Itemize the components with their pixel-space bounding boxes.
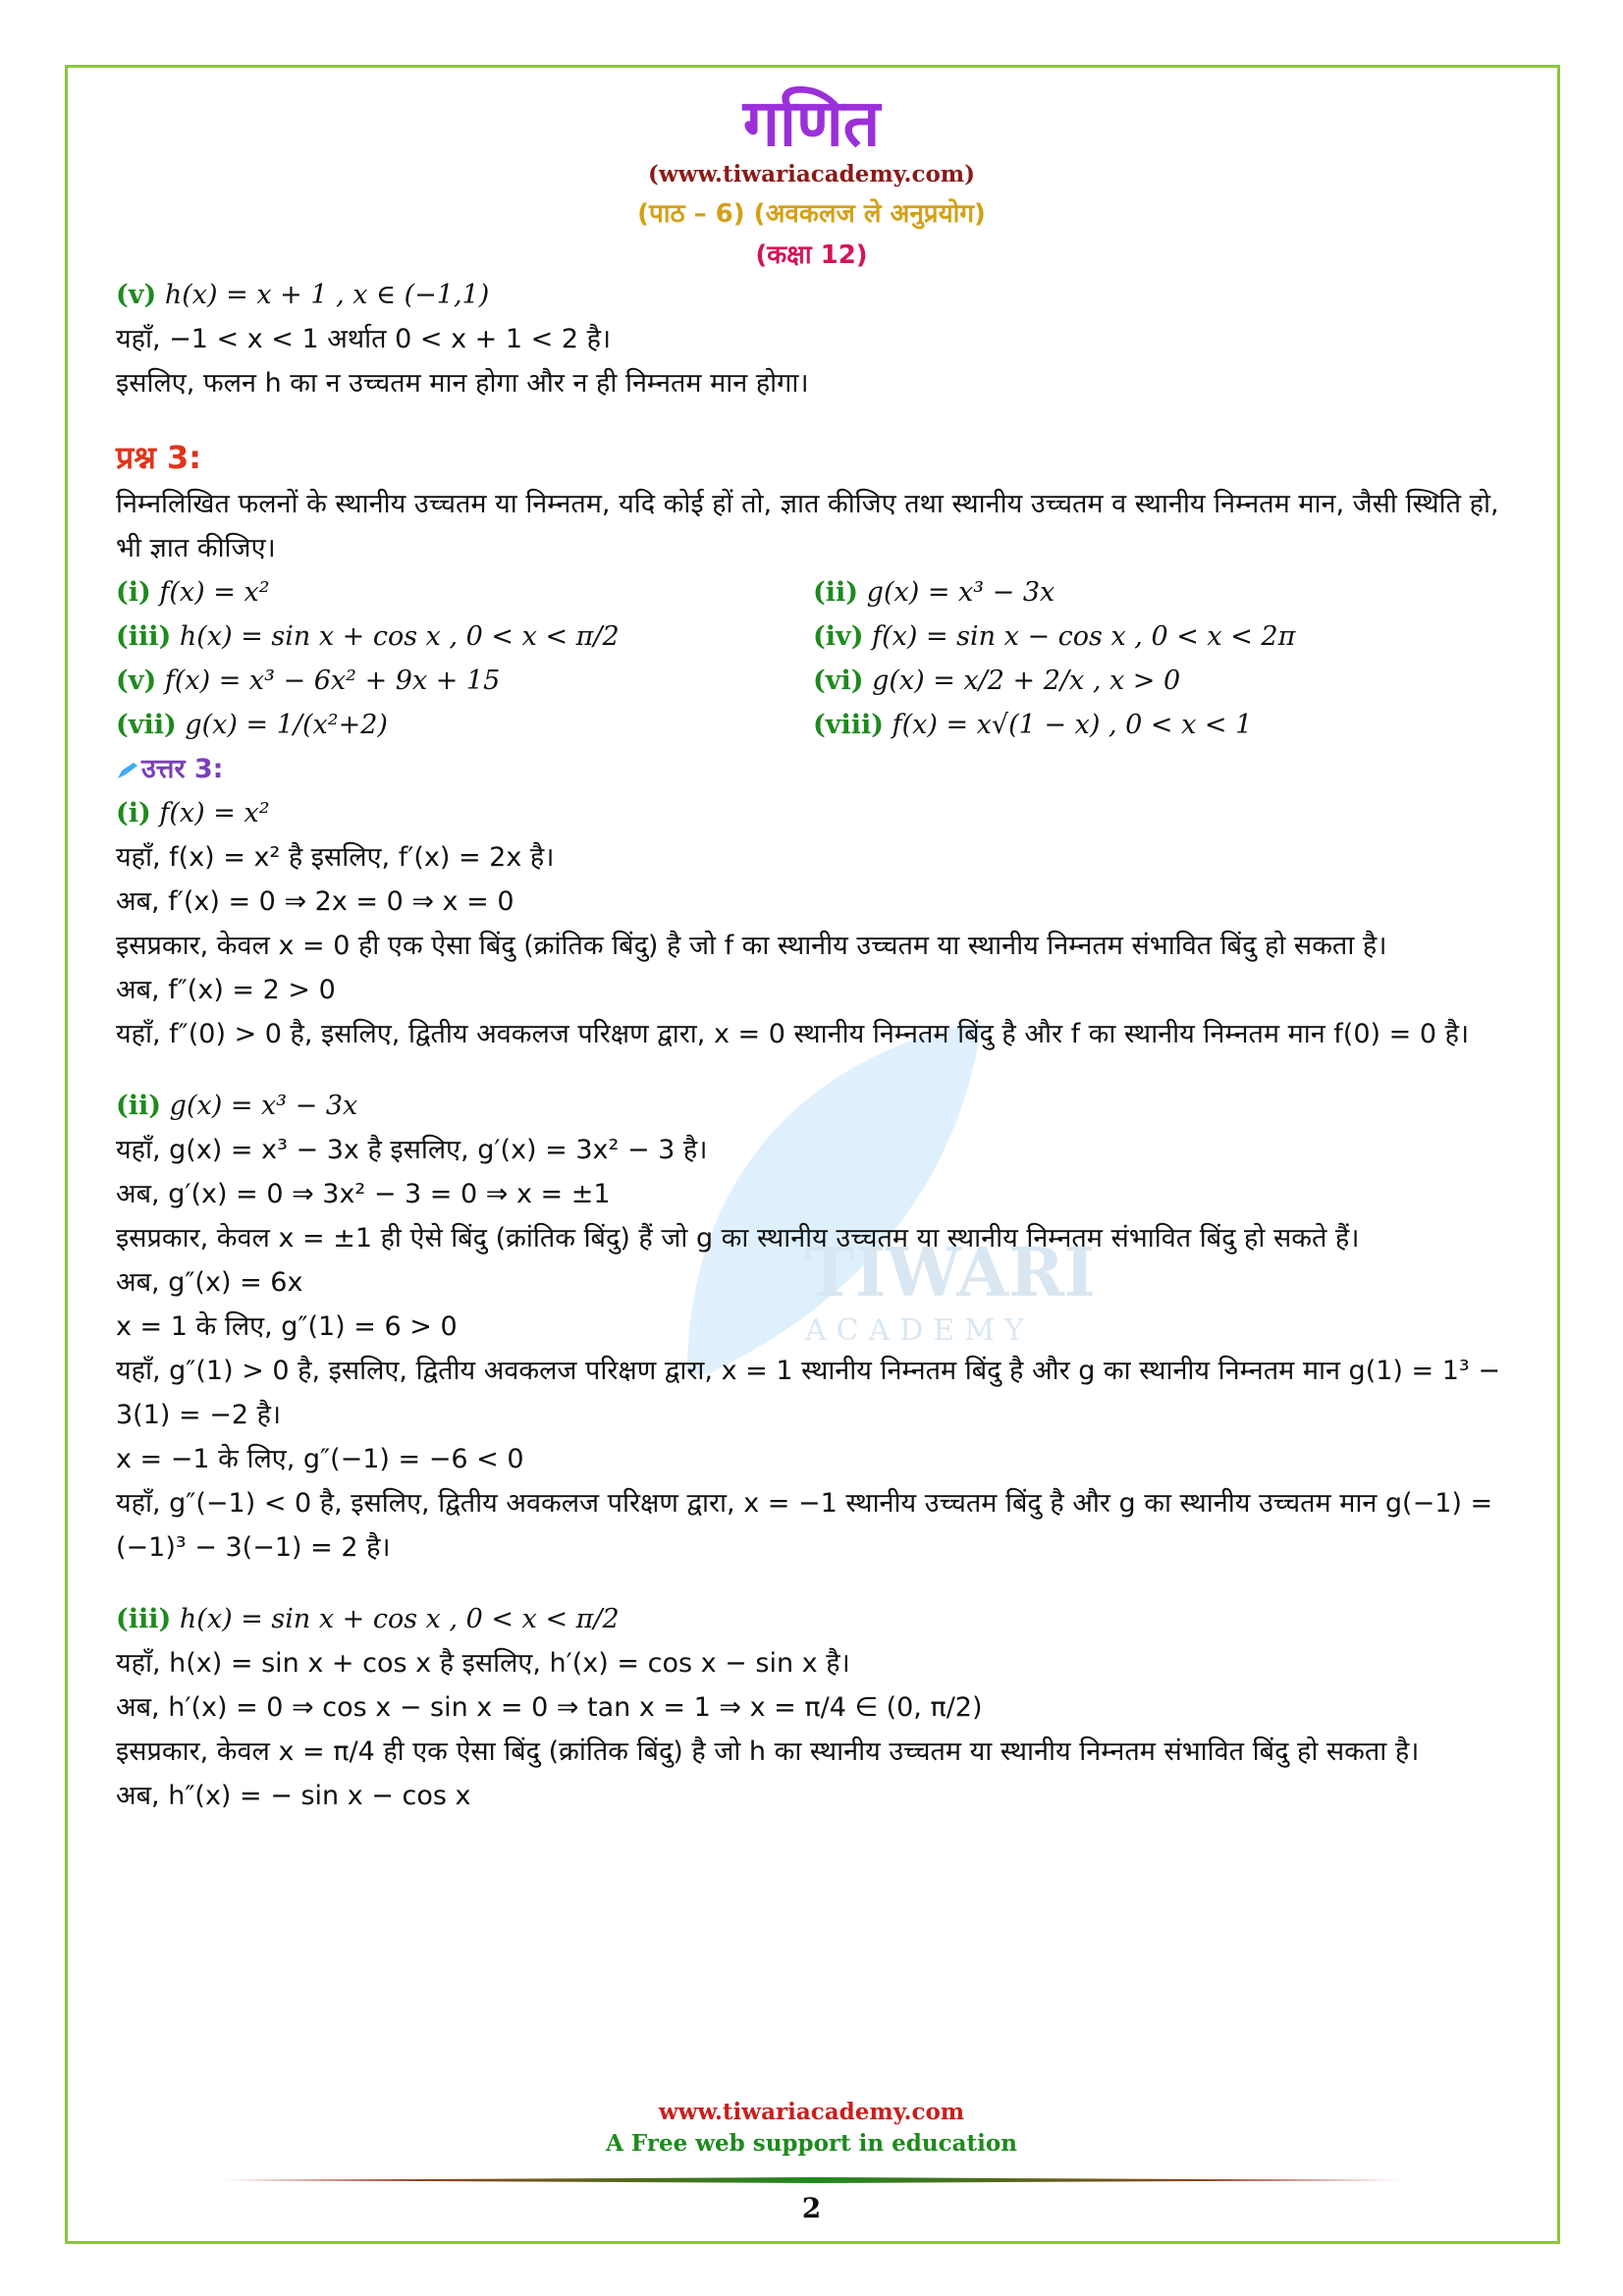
part-expression: h(x) = x + 1 , x ∈ (−1,1) bbox=[164, 280, 490, 310]
text-line: यहाँ, f(x) = x² है इसलिए, f′(x) = 2x है। bbox=[116, 842, 555, 873]
question-parts-row bbox=[116, 659, 1520, 703]
chapter-title: (पाठ – 6) (अवकलज ले अनुप्रयोग) bbox=[637, 199, 986, 229]
text-line: अब, h″(x) = − sin x − cos x bbox=[116, 1781, 471, 1811]
text-line: इसलिए, फलन h का न उच्चतम मान होगा और न ही निम्नतम मान होगा। bbox=[116, 368, 809, 399]
text-line: यहाँ, f″(0) > 0 है, इसलिए, द्वितीय अवकलज परिक्षण द्वारा, x = 0 स्थानीय निम्नतम बिंदु है और f का स्थानीय निम्नतम मान f(0) = 0 है। bbox=[116, 1019, 1470, 1049]
question-parts-row bbox=[116, 703, 1520, 747]
text-line: अब, g′(x) = 0 ⇒ 3x² − 3 = 0 ⇒ x = ±1 bbox=[116, 1179, 611, 1209]
text-line: इसप्रकार, केवल x = ±1 ही ऐसे बिंदु (क्रांतिक बिंदु) हैं जो g का स्थानीय उच्चतम या स्थानीय निम्नतम संभावित बिंदु हो सकते हैं। bbox=[116, 1223, 1360, 1254]
answer-heading: उत्तर 3: bbox=[116, 747, 1520, 791]
question-part: (i) f(x) = x² bbox=[116, 577, 270, 608]
text-line: अब, h′(x) = 0 ⇒ cos x − sin x = 0 ⇒ tan x = 1 ⇒ x = π/4 ∈ (0, π/2) bbox=[116, 1692, 983, 1723]
text-line: अब, g″(x) = 6x bbox=[116, 1267, 303, 1298]
question-part: (v) f(x) = x³ − 6x² + 9x + 15 bbox=[116, 666, 501, 696]
part-v-statement bbox=[116, 273, 1520, 317]
watermark-text: TIWARI bbox=[805, 1234, 1096, 1312]
question-parts-row bbox=[116, 570, 1520, 614]
footer-tagline: A Free web support in education bbox=[606, 2130, 1017, 2157]
header-site: (www.tiwariacademy.com) bbox=[647, 161, 976, 187]
question-part: (iii) h(x) = sin x + cos x , 0 < x < π/2 bbox=[116, 621, 620, 652]
watermark-subtext: ACADEMY bbox=[805, 1313, 1034, 1348]
text-line: x = −1 के लिए, g″(−1) = −6 < 0 bbox=[116, 1444, 524, 1474]
text-line: यहाँ, g″(−1) < 0 है, इसलिए, द्वितीय अवकलज परिक्षण द्वारा, x = −1 स्थानीय उच्चतम बिंदु है और g का स्थानीय उच्चतम मान g(−1) = (−1)³ − 3(−1) = 2 है। bbox=[116, 1488, 1493, 1563]
text-line: अब, f′(x) = 0 ⇒ 2x = 0 ⇒ x = 0 bbox=[116, 886, 514, 917]
question-parts-row bbox=[116, 614, 1520, 659]
question-part: (viii) f(x) = x√(1 − x) , 0 < x < 1 bbox=[813, 710, 1253, 740]
footer-site-link[interactable]: www.tiwariacademy.com bbox=[658, 2099, 965, 2125]
text-line: यहाँ, −1 < x < 1 अर्थात 0 < x + 1 < 2 है। bbox=[116, 324, 612, 354]
question-text: निम्नलिखित फलनों के स्थानीय उच्चतम या निम्नतम, यदि कोई हों तो, ज्ञात कीजिए तथा स्थानीय उच्चतम व स्थानीय निम्नतम मान, जैसी स्थिति हो, भी ज्ञात कीजिए। bbox=[116, 489, 1499, 563]
text-line: इसप्रकार, केवल x = 0 ही एक ऐसा बिंदु (क्रांतिक बिंदु) है जो f का स्थानीय उच्चतम या स्थानीय निम्नतम संभावित बिंदु हो सकता है। bbox=[116, 931, 1387, 961]
text-line: यहाँ, g″(1) > 0 है, इसलिए, द्वितीय अवकलज परिक्षण द्वारा, x = 1 स्थानीय निम्नतम बिंदु है और g का स्थानीय निम्नतम मान g(1) = 1³ − 3(1) = −2 है। bbox=[116, 1356, 1500, 1430]
answer-part-heading: (i) f(x) = x² bbox=[116, 798, 270, 828]
question-part: (vii) g(x) = 1/(x²+2) bbox=[116, 710, 388, 740]
text-line: अब, f″(x) = 2 > 0 bbox=[116, 975, 336, 1005]
text-line: यहाँ, g(x) = x³ − 3x है इसलिए, g′(x) = 3x² − 3 है। bbox=[116, 1135, 708, 1165]
part-label: (v) bbox=[116, 280, 157, 310]
page-number: 2 bbox=[801, 2192, 822, 2224]
answer-part-heading: (iii) h(x) = sin x + cos x , 0 < x < π/2 bbox=[116, 1604, 620, 1634]
footer-divider bbox=[224, 2177, 1402, 2183]
question-part: (ii) g(x) = x³ − 3x bbox=[813, 577, 1055, 608]
answer-part-heading: (ii) g(x) = x³ − 3x bbox=[116, 1091, 358, 1121]
question-part: (vi) g(x) = x/2 + 2/x , x > 0 bbox=[813, 666, 1181, 696]
question-part: (iv) f(x) = sin x − cos x , 0 < x < 2π bbox=[813, 621, 1296, 652]
class-label: (कक्षा 12) bbox=[755, 240, 868, 270]
question-heading: प्रश्न 3: bbox=[116, 439, 202, 476]
text-line: x = 1 के लिए, g″(1) = 6 > 0 bbox=[116, 1311, 458, 1342]
pen-icon bbox=[116, 761, 139, 780]
text-line: यहाँ, h(x) = sin x + cos x है इसलिए, h′(x) = cos x − sin x है। bbox=[116, 1648, 850, 1679]
page-content bbox=[116, 273, 1520, 1818]
page-title: गणित bbox=[742, 85, 881, 161]
text-line: इसप्रकार, केवल x = π/4 ही एक ऐसा बिंदु (क्रांतिक बिंदु) है जो h का स्थानीय उच्चतम या स्थानीय निम्नतम संभावित बिंदु हो सकता है। bbox=[116, 1736, 1420, 1767]
